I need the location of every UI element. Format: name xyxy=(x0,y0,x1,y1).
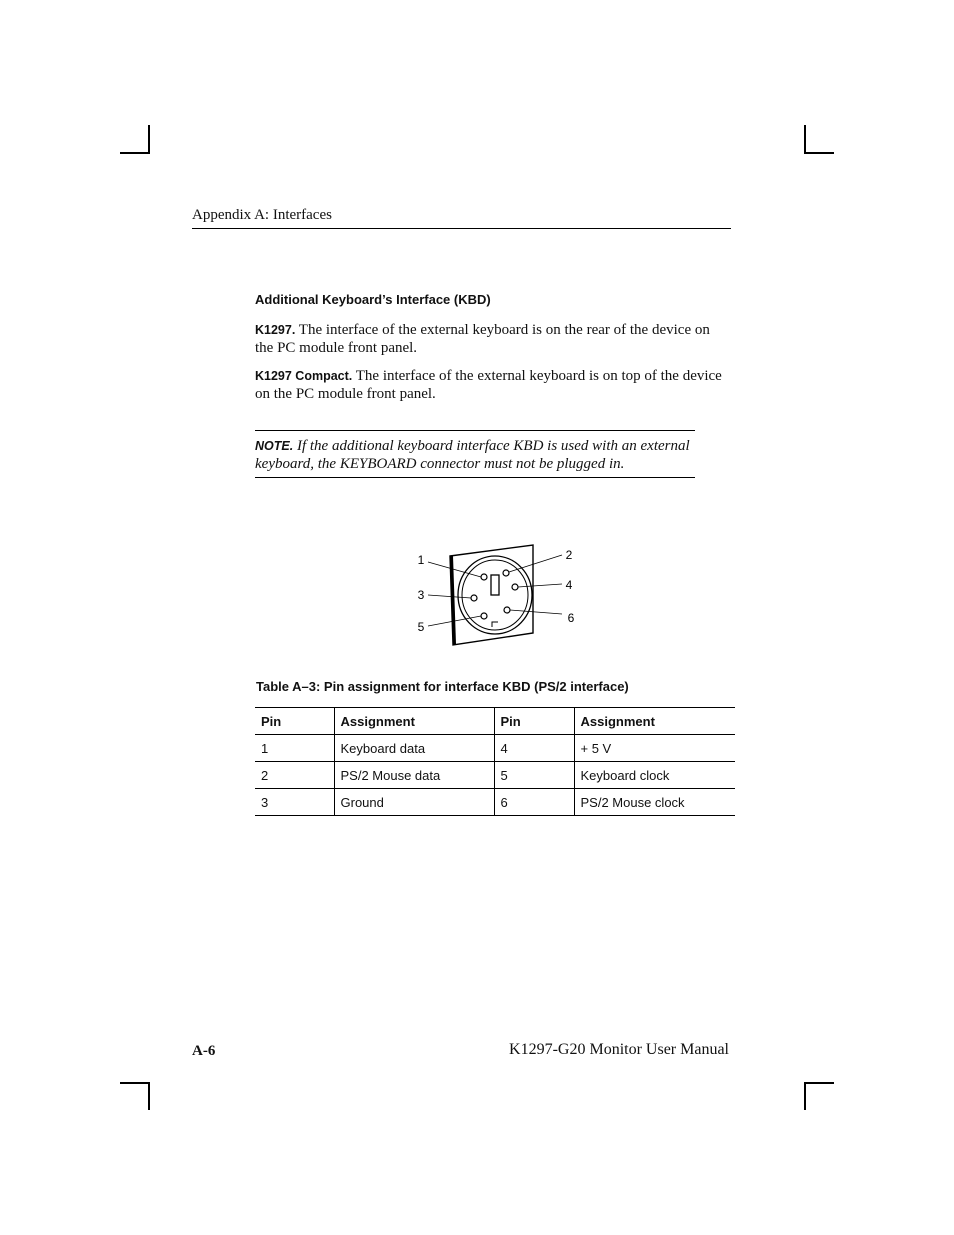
table-cell: 3 xyxy=(255,789,334,816)
crop-mark-top-left-v xyxy=(148,125,150,153)
table-row xyxy=(255,762,735,789)
table-cell: 4 xyxy=(494,735,574,762)
table-header-row xyxy=(255,708,735,735)
pin-2 xyxy=(503,570,509,576)
note-text: If the additional keyboard interface KBD is used with an external keyboard, the KEYBOARD connector must not be plugged in. xyxy=(255,438,690,472)
note-block xyxy=(255,437,725,473)
paragraph-k1297 xyxy=(255,321,725,357)
header-rule xyxy=(192,228,731,229)
paragraph-lead: K1297 Compact. xyxy=(255,369,353,383)
manual-title: K1297-G20 Monitor User Manual xyxy=(509,1041,729,1058)
pin-label-3: 3 xyxy=(417,588,425,602)
ps2-connector-figure xyxy=(410,540,590,655)
pin-3 xyxy=(471,595,477,601)
table-cell: PS/2 Mouse data xyxy=(334,762,494,789)
pin-6 xyxy=(504,607,510,613)
paragraph-k1297-compact xyxy=(255,367,725,403)
pin-label-6: 6 xyxy=(567,611,575,625)
column-header-pin: Pin xyxy=(255,708,334,735)
pin-5 xyxy=(481,613,487,619)
table-row xyxy=(255,735,735,762)
column-header-assignment: Assignment xyxy=(580,713,655,729)
table-row xyxy=(255,789,735,816)
page-number: A-6 xyxy=(192,1043,216,1059)
table-cell: + 5 V xyxy=(580,740,612,756)
pin-label-5: 5 xyxy=(417,620,425,634)
table-cell: 5 xyxy=(494,762,574,789)
section-heading: Additional Keyboard’s Interface (KBD) xyxy=(255,292,491,307)
crop-mark-top-left-h xyxy=(120,152,150,154)
pin-label-4: 4 xyxy=(565,578,573,592)
column-header-assignment: Assignment xyxy=(334,708,494,735)
paragraph-lead: K1297. xyxy=(255,323,296,337)
pin-assignment-table xyxy=(255,707,735,816)
paragraph-text: The interface of the external keyboard is on the rear of the device on the PC module front panel. xyxy=(255,322,710,356)
crop-mark-bottom-right-h xyxy=(804,1082,834,1084)
crop-mark-top-right-v xyxy=(804,125,806,153)
table-cell: 1 xyxy=(255,735,334,762)
table-cell: 2 xyxy=(255,762,334,789)
pin-label-1: 1 xyxy=(417,553,425,567)
pin-4 xyxy=(512,584,518,590)
note-rule-top xyxy=(255,430,695,431)
pin-1 xyxy=(481,574,487,580)
running-header: Appendix A: Interfaces xyxy=(192,207,332,223)
pin-label-2: 2 xyxy=(565,548,573,562)
paragraph-text: The interface of the external keyboard is on top of the device on the PC module front panel. xyxy=(255,368,722,402)
column-header-pin: Pin xyxy=(494,708,574,735)
crop-mark-bottom-right-v xyxy=(804,1082,806,1110)
table-cell: 6 xyxy=(494,789,574,816)
crop-mark-bottom-left-v xyxy=(148,1082,150,1110)
table-caption: Table A–3: Pin assignment for interface KBD (PS/2 interface) xyxy=(256,679,629,694)
crop-mark-top-right-h xyxy=(804,152,834,154)
note-lead: NOTE. xyxy=(255,439,294,453)
crop-mark-bottom-left-h xyxy=(120,1082,150,1084)
table-cell: PS/2 Mouse clock xyxy=(580,794,685,810)
note-rule-bottom xyxy=(255,477,695,478)
table-cell: Ground xyxy=(334,789,494,816)
table-cell: Keyboard clock xyxy=(580,767,670,783)
connector-key xyxy=(491,575,499,595)
table-cell: Keyboard data xyxy=(334,735,494,762)
